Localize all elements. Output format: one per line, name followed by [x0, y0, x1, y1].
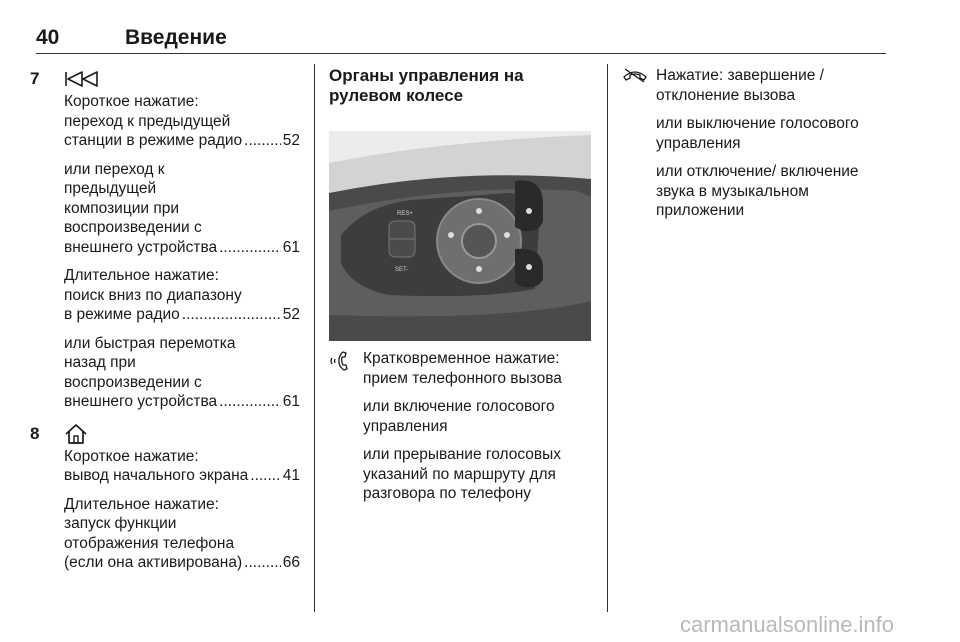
text-line: или быстрая перемотка	[64, 334, 236, 352]
page-ref[interactable]: 66	[282, 554, 300, 571]
toc-entry-text: вывод начального экрана	[64, 467, 249, 484]
toc-entry[interactable]	[64, 238, 300, 258]
text-line: назад при	[64, 354, 136, 371]
text-line: переход к предыдущей	[64, 112, 231, 130]
page-ref[interactable]: 61	[282, 393, 300, 410]
res-label: RES+	[397, 211, 413, 217]
section-heading: Органы управления на рулевом колесе	[329, 66, 524, 105]
toc-entry-text: в режиме радио	[64, 306, 180, 323]
page-number: 40	[36, 26, 60, 49]
item-7-number: 7	[30, 69, 40, 89]
home-icon	[64, 423, 88, 445]
toc-entry[interactable]	[64, 305, 300, 325]
column-right	[622, 66, 872, 230]
voice-button-description	[329, 349, 594, 513]
section-title: Введение	[125, 26, 227, 49]
item-7-long-press	[64, 266, 300, 325]
text-line: поиск вниз по диапазону	[64, 286, 242, 304]
steering-wheel-photo	[329, 131, 591, 341]
toc-entry-text: (если она активирована)	[64, 554, 243, 571]
item-8-number: 8	[30, 423, 40, 443]
hangup-button-description	[622, 66, 872, 230]
item-8-short-press	[64, 447, 300, 486]
paragraph: или выключение голосового управления	[656, 115, 859, 152]
header-rule	[36, 53, 886, 54]
toc-entry[interactable]	[64, 392, 300, 412]
paragraph: или отключение/ включение звука в музыкальном приложении	[656, 163, 859, 219]
text-line: воспроизведении с	[64, 373, 202, 391]
set-label: SET-	[395, 267, 409, 273]
page-ref[interactable]: 52	[282, 132, 300, 149]
item-8-header	[30, 421, 300, 447]
label: Короткое нажатие:	[64, 93, 199, 110]
skip-back-icon	[64, 70, 108, 88]
text-line: запуск функции	[64, 515, 177, 532]
column-left	[30, 66, 300, 582]
text-line: отображения телефона	[64, 534, 235, 552]
toc-entry[interactable]	[64, 553, 300, 573]
toc-entry-text: внешнего устройства	[64, 238, 218, 256]
item-8-long-press	[64, 495, 300, 573]
page-ref[interactable]: 61	[282, 238, 300, 256]
watermark: carmanualsonline.info	[680, 612, 895, 637]
toc-entry-text: внешнего устройства	[64, 393, 218, 410]
column-divider-left	[314, 64, 315, 612]
text-line: композиции при	[64, 199, 180, 217]
paragraph: или прерывание голосовых указаний по маршруту для разговора по телефону	[363, 446, 561, 502]
phone-hangup-icon	[622, 67, 648, 83]
text-line: или переход к	[64, 160, 165, 178]
phone-voice-icon	[329, 350, 351, 372]
item-7-prev-track	[64, 160, 300, 258]
paragraph: Нажатие: завершение / отклонение вызова	[656, 67, 824, 104]
label: Длительное нажатие:	[64, 267, 219, 284]
toc-entry-text: станции в режиме радио	[64, 132, 243, 149]
text-line: воспроизведении с	[64, 219, 202, 236]
column-divider-right	[607, 64, 608, 612]
item-7-short-press	[64, 92, 300, 151]
label: Короткое нажатие:	[64, 447, 199, 465]
page-header	[36, 26, 884, 54]
text-line: предыдущей	[64, 180, 157, 197]
page-ref[interactable]: 41	[282, 467, 300, 484]
paragraph: Кратковременное нажатие: прием телефонного вызова	[363, 350, 562, 387]
column-middle	[329, 66, 594, 513]
toc-entry[interactable]	[64, 131, 300, 151]
item-7-rewind	[64, 334, 300, 412]
toc-entry[interactable]	[64, 466, 300, 486]
page-ref[interactable]: 52	[282, 306, 300, 323]
item-7-header	[30, 66, 300, 92]
label: Длительное нажатие:	[64, 495, 219, 513]
paragraph: или включение голосового управления	[363, 398, 555, 435]
